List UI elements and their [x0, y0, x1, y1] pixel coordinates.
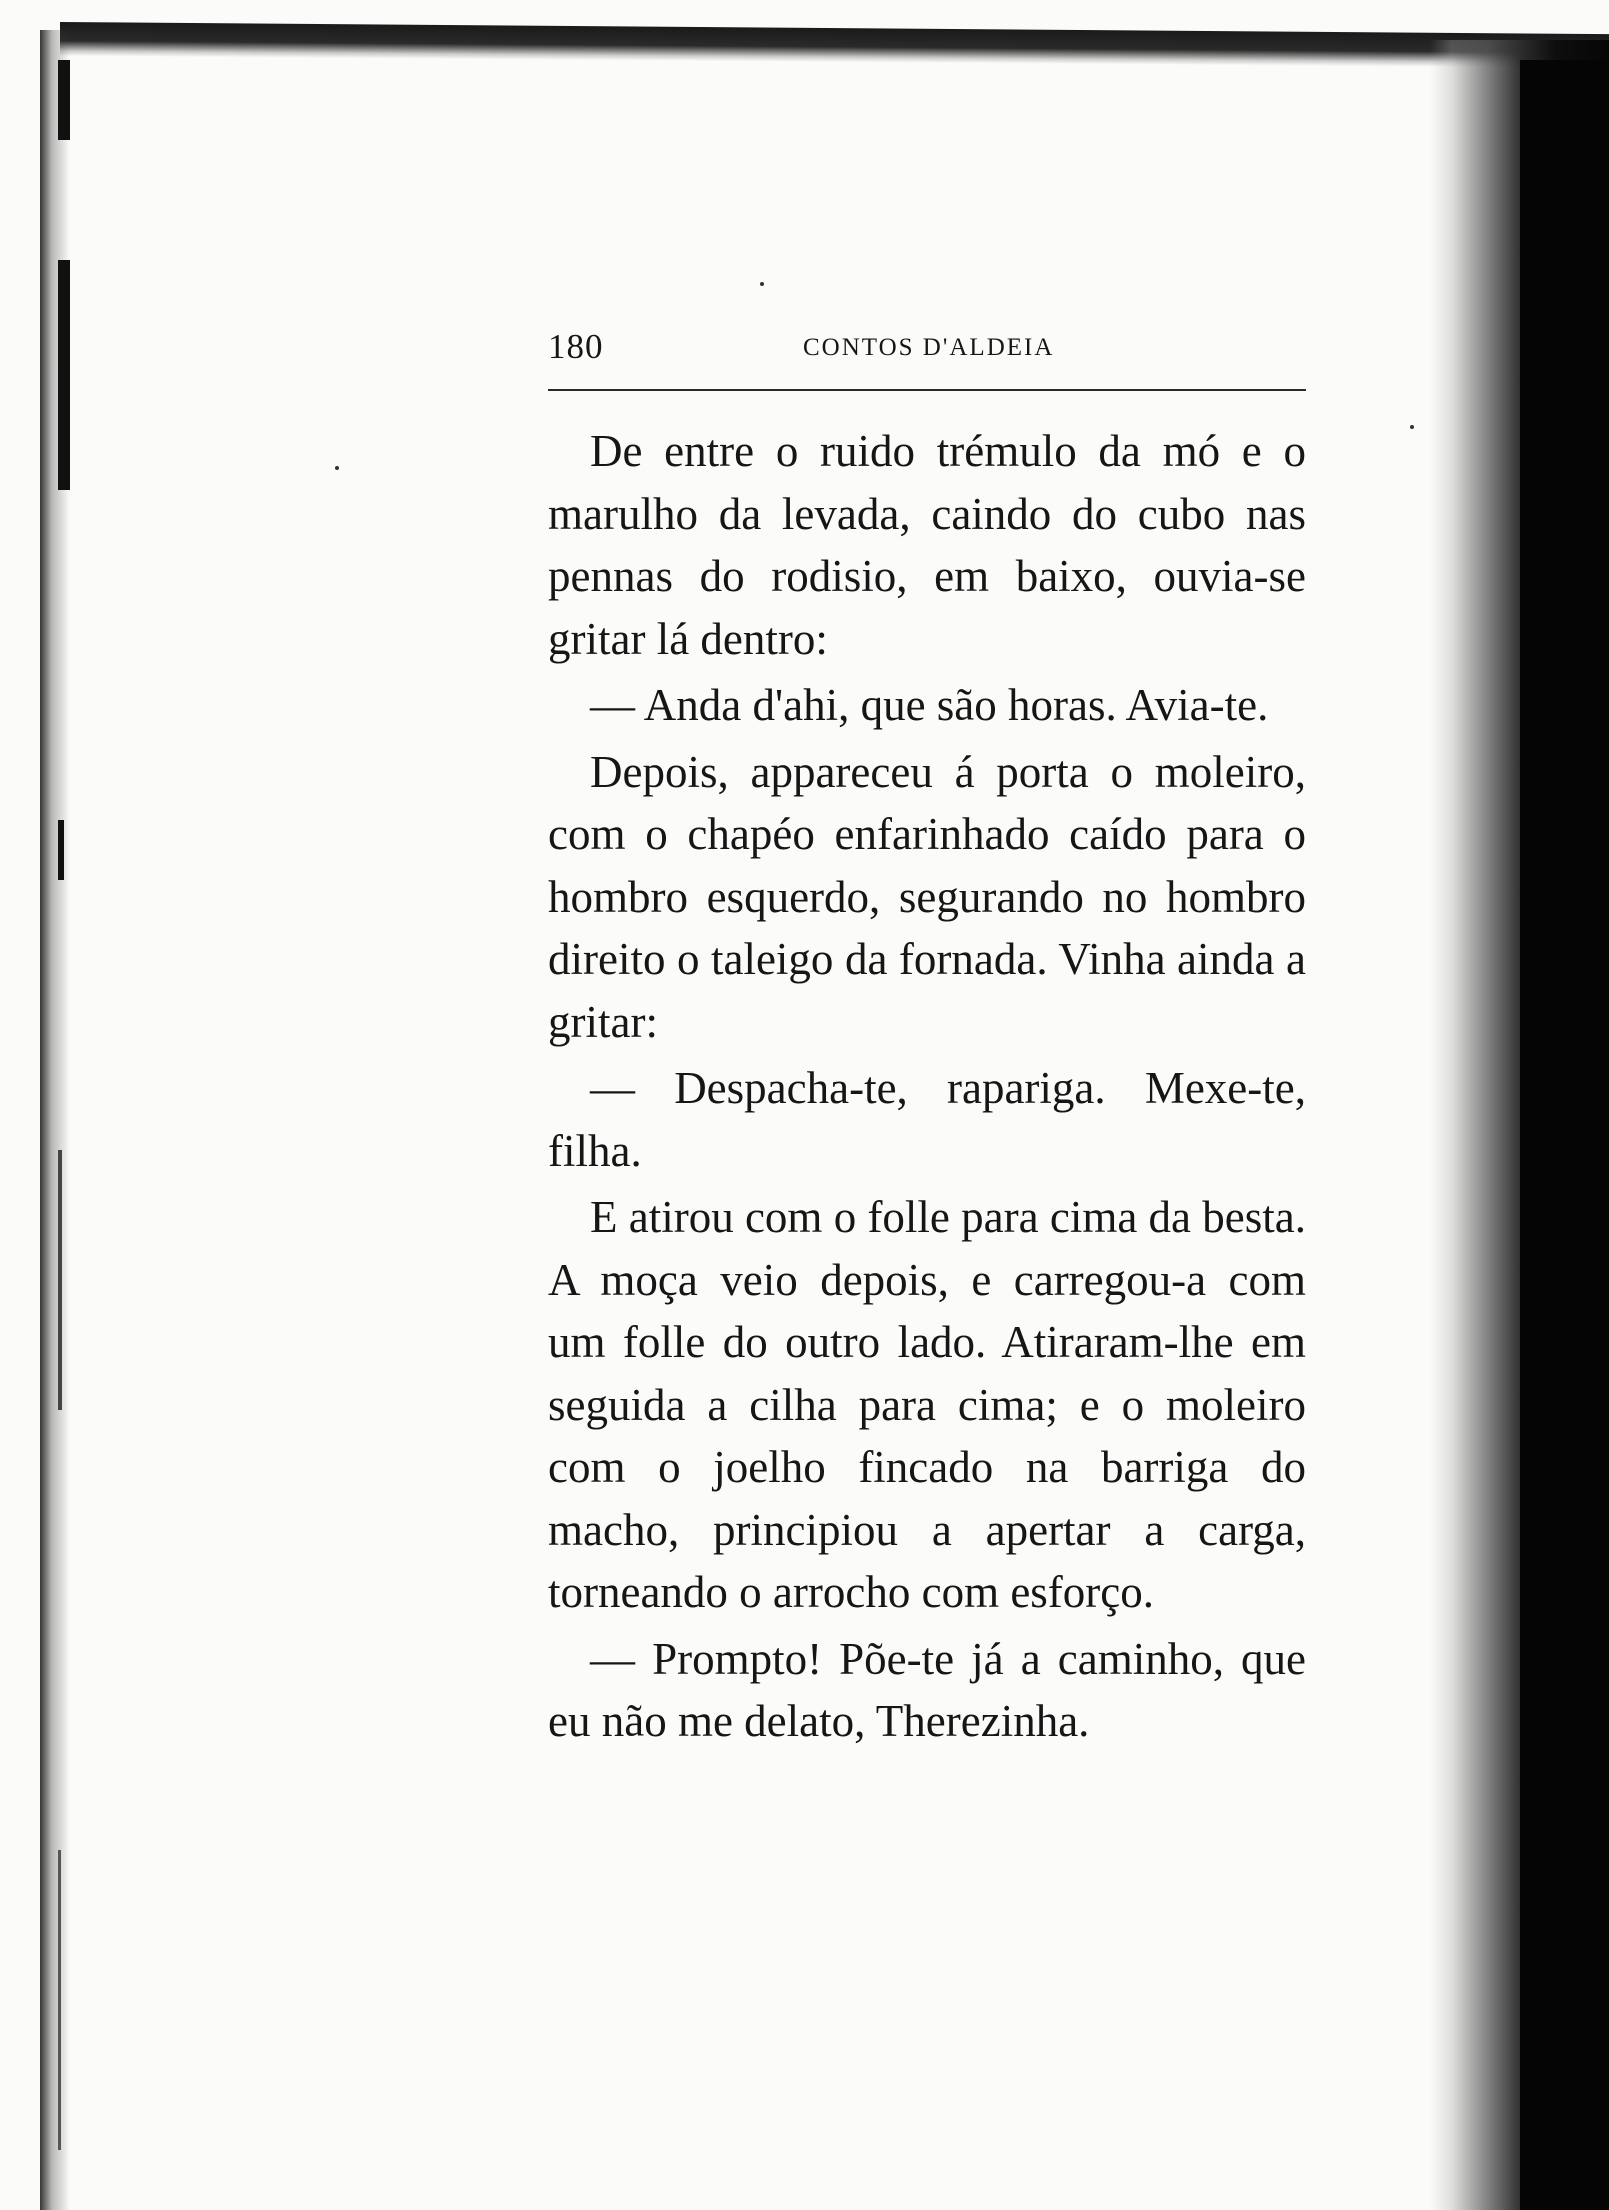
paragraph: De entre o ruido trémulo da mó e o marulho da levada, caindo do cubo nas pennas do rodisio, em baixo, ouvia-se gritar lá dentro: — [548, 426, 1306, 664]
paragraph: E atirou com o folle para cima da besta. A moça veio depois, e carregou-a com um folle do outro lado. Atiraram-lhe em seguida a cilha para cima; e o moleiro com o joelho fincado na barriga do macho, principiou a apertar a carga, torneando o arrocho com esforço. — [548, 1192, 1306, 1617]
dialogue-paragraph: — Despacha-te, rapariga. Mexe-te, filha. — [548, 1063, 1306, 1176]
page-number: 180 — [548, 327, 604, 366]
running-title: CONTOS D'ALDEIA — [803, 334, 1055, 361]
running-head — [548, 322, 1303, 372]
paragraph: Depois, appareceu á porta o moleiro, com o chapéo enfarinhado caído para o hombro esquerdo, segurando no hombro direito o taleigo da fornada. Vinha ainda a gritar: — [548, 746, 1306, 1047]
header-rule — [548, 389, 1306, 391]
dialogue-paragraph: — Prompto! Põe-te já a caminho, que eu não me delato, Therezinha. — [548, 1633, 1306, 1746]
body-text — [548, 420, 1306, 1753]
dialogue-paragraph: — Anda d'ahi, que são horas. Avia-te. — [590, 680, 1269, 730]
